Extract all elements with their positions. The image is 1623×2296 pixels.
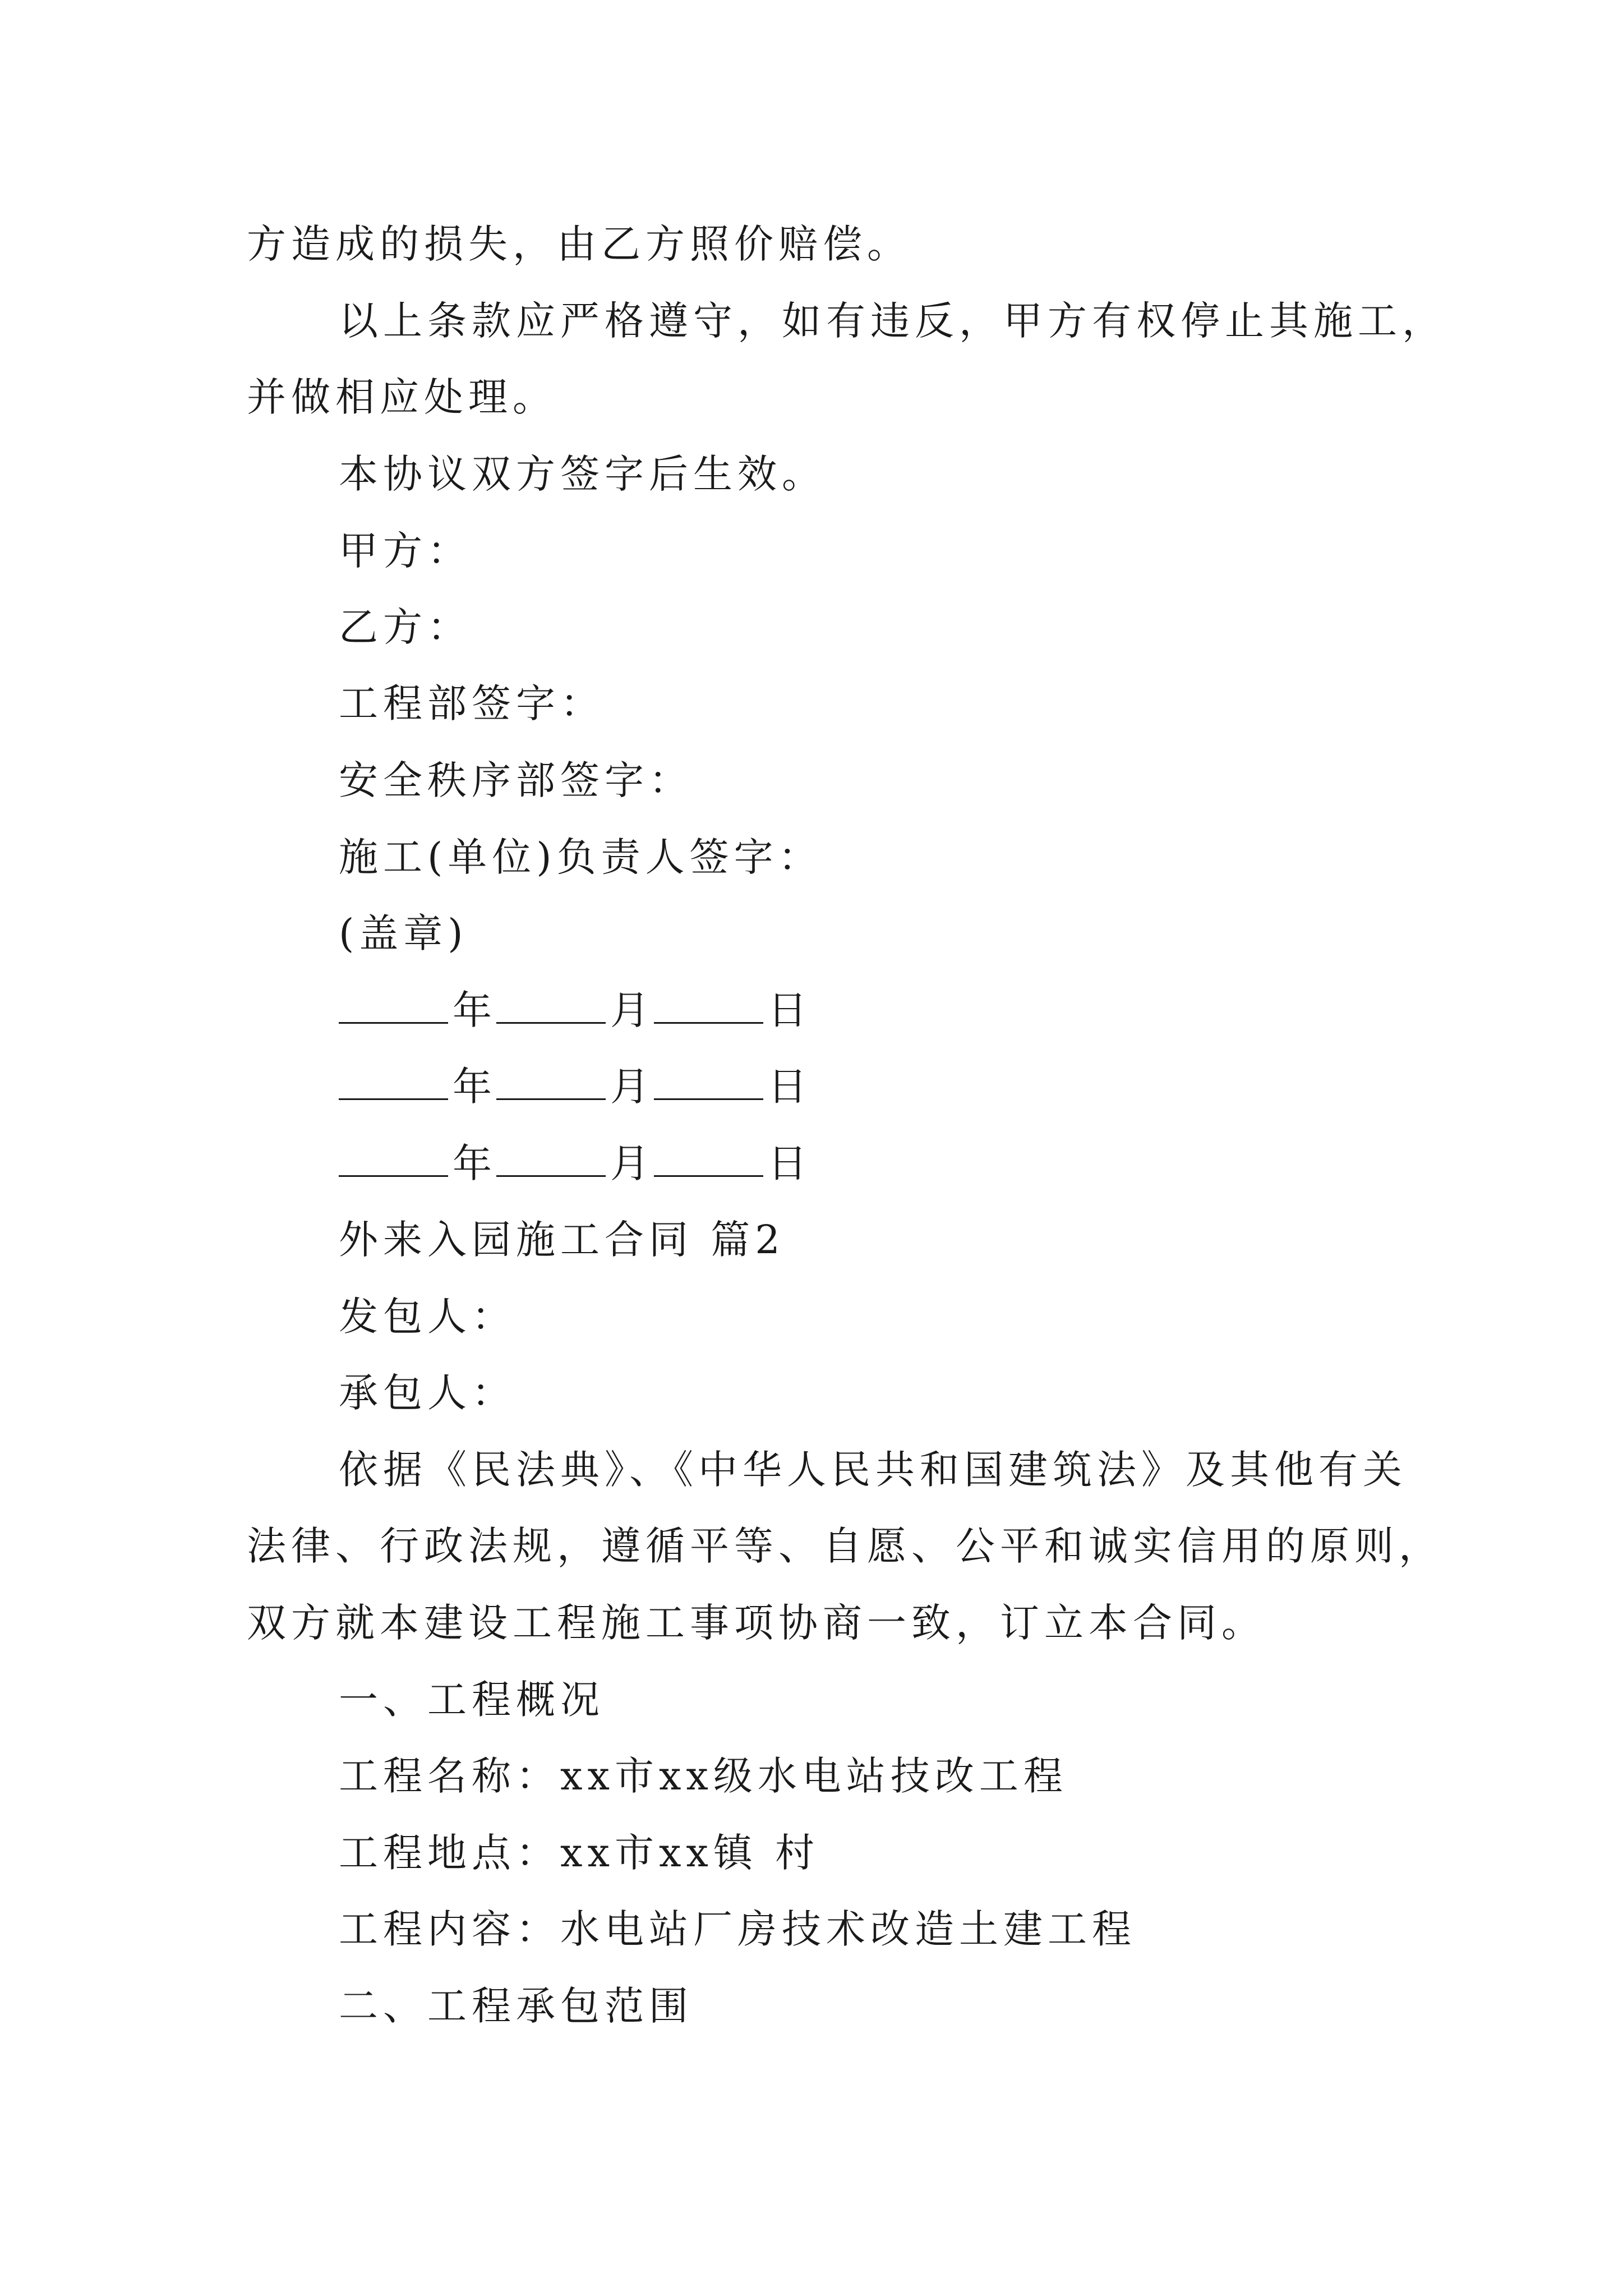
paragraph-line: 以上条款应严格遵守，如有违反，甲方有权停止其施工， [339, 298, 1446, 344]
seal-label: (盖章) [339, 910, 468, 956]
effective-clause: 本协议双方签字后生效。 [339, 451, 826, 497]
month-label: 月 [610, 1140, 649, 1186]
clause-heading: 二、工程承包范围 [339, 1983, 693, 2029]
security-dept-signature-label: 安全秩序部签字： [339, 757, 693, 803]
contractor-label: 承包人： [339, 1370, 516, 1416]
party-b-label: 乙方： [339, 604, 472, 650]
construction-lead-signature-label: 施工(单位)负责人签字： [339, 834, 823, 880]
month-blank [496, 1064, 606, 1100]
year-label: 年 [453, 1064, 492, 1110]
section-heading: 外来入园施工合同 篇2 [339, 1217, 785, 1263]
employer-label: 发包人： [339, 1294, 516, 1340]
engineering-dept-signature-label: 工程部签字： [339, 680, 605, 726]
day-blank [654, 987, 763, 1024]
paragraph-line: 方造成的损失，由乙方照价赔偿。 [247, 221, 911, 267]
month-label: 月 [610, 987, 649, 1033]
day-blank [654, 1064, 763, 1100]
year-blank [339, 987, 448, 1024]
year-label: 年 [453, 1140, 492, 1186]
day-label: 日 [768, 1064, 807, 1110]
date-line [339, 1059, 811, 1115]
month-blank [496, 1140, 606, 1177]
paragraph-line: 法律、行政法规，遵循平等、自愿、公平和诚实信用的原则， [247, 1523, 1443, 1569]
date-line [339, 1135, 811, 1191]
year-label: 年 [453, 987, 492, 1033]
paragraph-line: 依据《民法典》、《中华人民共和国建筑法》及其他有关 [339, 1447, 1407, 1493]
year-blank [339, 1140, 448, 1177]
project-location-line: 工程地点：xx市xx镇 村 [339, 1830, 820, 1876]
project-content-line: 工程内容：水电站厂房技术改造土建工程 [339, 1906, 1136, 1952]
month-label: 月 [610, 1064, 649, 1110]
date-line [339, 982, 811, 1038]
day-label: 日 [768, 1140, 807, 1186]
clause-heading: 一、工程概况 [339, 1677, 605, 1723]
month-blank [496, 987, 606, 1024]
paragraph-line: 双方就本建设工程施工事项协商一致，订立本合同。 [247, 1600, 1266, 1646]
party-a-label: 甲方： [339, 528, 472, 574]
year-blank [339, 1064, 448, 1100]
paragraph-line: 并做相应处理。 [247, 374, 557, 420]
day-label: 日 [768, 987, 807, 1033]
day-blank [654, 1140, 763, 1177]
project-name-line: 工程名称：xx市xx级水电站技改工程 [339, 1753, 1068, 1799]
